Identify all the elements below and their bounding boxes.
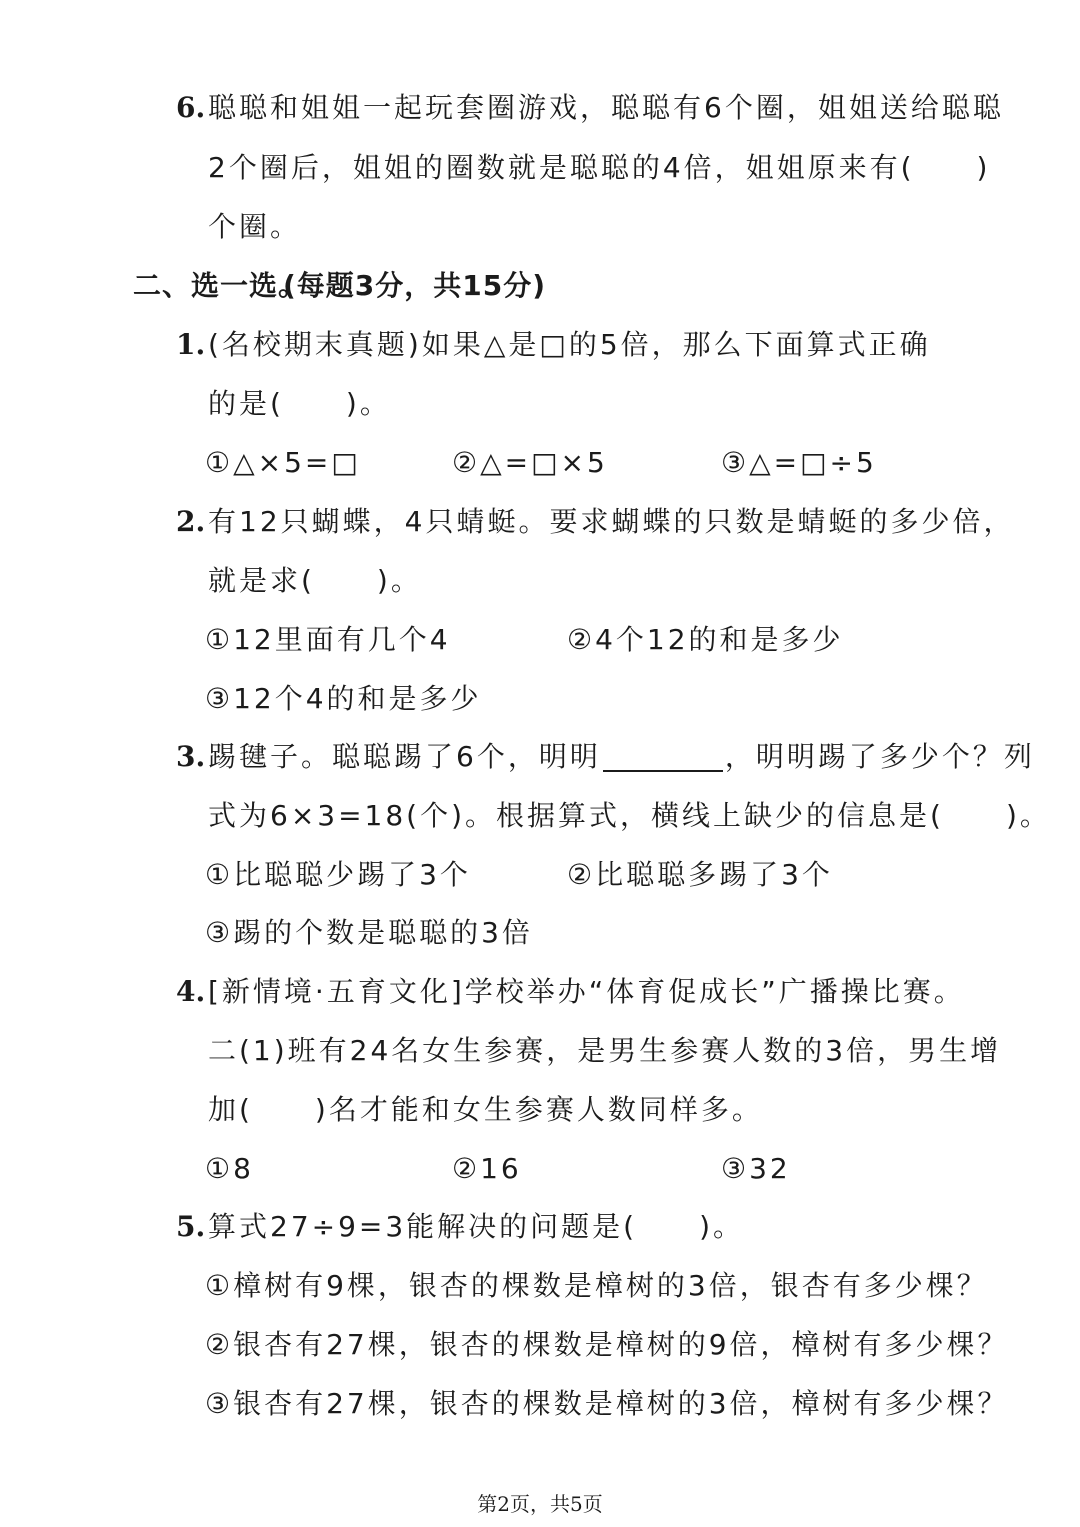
question-text: 2个圈后，姐姐的圈数就是聪聪的4倍，姐姐原来有( ) [208,151,991,184]
question-text-part: 踢毽子。聪聪踢了6个，明明 [208,740,601,773]
question-text: [新情境·五育文化]学校举办“体育促成长”广播操比赛。 [208,975,965,1008]
question-text: 有12只蝴蝶，4只蜻蜓。要求蝴蝶的只数是蜻蜓的多少倍， [208,505,1015,538]
option-2[interactable]: ②4个12的和是多少 [567,623,844,656]
page-number-footer: 第2页，共5页 [477,1492,603,1516]
question-number: 5. [176,1210,206,1243]
option-1[interactable]: ①比聪聪少踢了3个 [205,858,471,891]
question-text [208,737,1035,777]
question-number: 3. [176,740,206,773]
question-text: 式为6×3=18(个)。根据算式，横线上缺少的信息是( )。 [208,799,1051,832]
option-3[interactable]: ③银杏有27棵，银杏的棵数是樟树的3倍，樟树有多少棵？ [205,1387,1009,1420]
answer-blank[interactable] [603,740,723,772]
section-title: 二、选一选。 [133,269,308,302]
question-text-part: ，明明踢了多少个？列 [724,740,1035,773]
question-3-options-row-2 [0,913,1080,953]
option-2[interactable]: ②16 [452,1152,522,1185]
option-3[interactable]: ③△=□÷5 [721,446,877,479]
question-text: 个圈。 [208,210,302,243]
question-text: 聪聪和姐姐一起玩套圈游戏，聪聪有6个圈，姐姐送给聪聪 [208,91,1004,124]
option-2[interactable]: ②△=□×5 [452,446,608,479]
option-1[interactable]: ①12里面有几个4 [205,623,451,656]
question-text: (名校期末真题)如果△是□的5倍，那么下面算式正确 [208,328,931,361]
question-text: 加( )名才能和女生参赛人数同样多。 [208,1093,763,1126]
question-3-options-row-1 [0,855,1080,895]
question-1-options [0,443,1080,483]
question-text: 的是( )。 [208,387,391,420]
option-1[interactable]: ①8 [205,1152,254,1185]
question-text: 就是求( )。 [208,564,422,597]
option-2[interactable]: ②比聪聪多踢了3个 [567,858,833,891]
option-3[interactable]: ③32 [721,1152,791,1185]
option-1[interactable]: ①△×5=□ [205,446,361,479]
question-number: 4. [176,975,206,1008]
question-text: 二(1)班有24名女生参赛，是男生参赛人数的3倍，男生增 [208,1034,1002,1067]
option-3[interactable]: ③踢的个数是聪聪的3倍 [205,916,533,949]
question-number: 6. [176,91,206,124]
question-2-options-row-2 [0,679,1080,719]
question-text: 算式27÷9=3能解决的问题是( )。 [208,1210,745,1243]
question-number: 1. [176,328,206,361]
option-1[interactable]: ①樟树有9棵，银杏的棵数是樟树的3倍，银杏有多少棵？ [205,1269,988,1302]
option-3[interactable]: ③12个4的和是多少 [205,682,482,715]
question-number: 2. [176,505,206,538]
option-2[interactable]: ②银杏有27棵，银杏的棵数是樟树的9倍，樟树有多少棵？ [205,1328,1009,1361]
question-2-options-row-1 [0,620,1080,660]
section-score: (每题3分，共15分) [283,269,547,302]
question-4-options [0,1149,1080,1189]
